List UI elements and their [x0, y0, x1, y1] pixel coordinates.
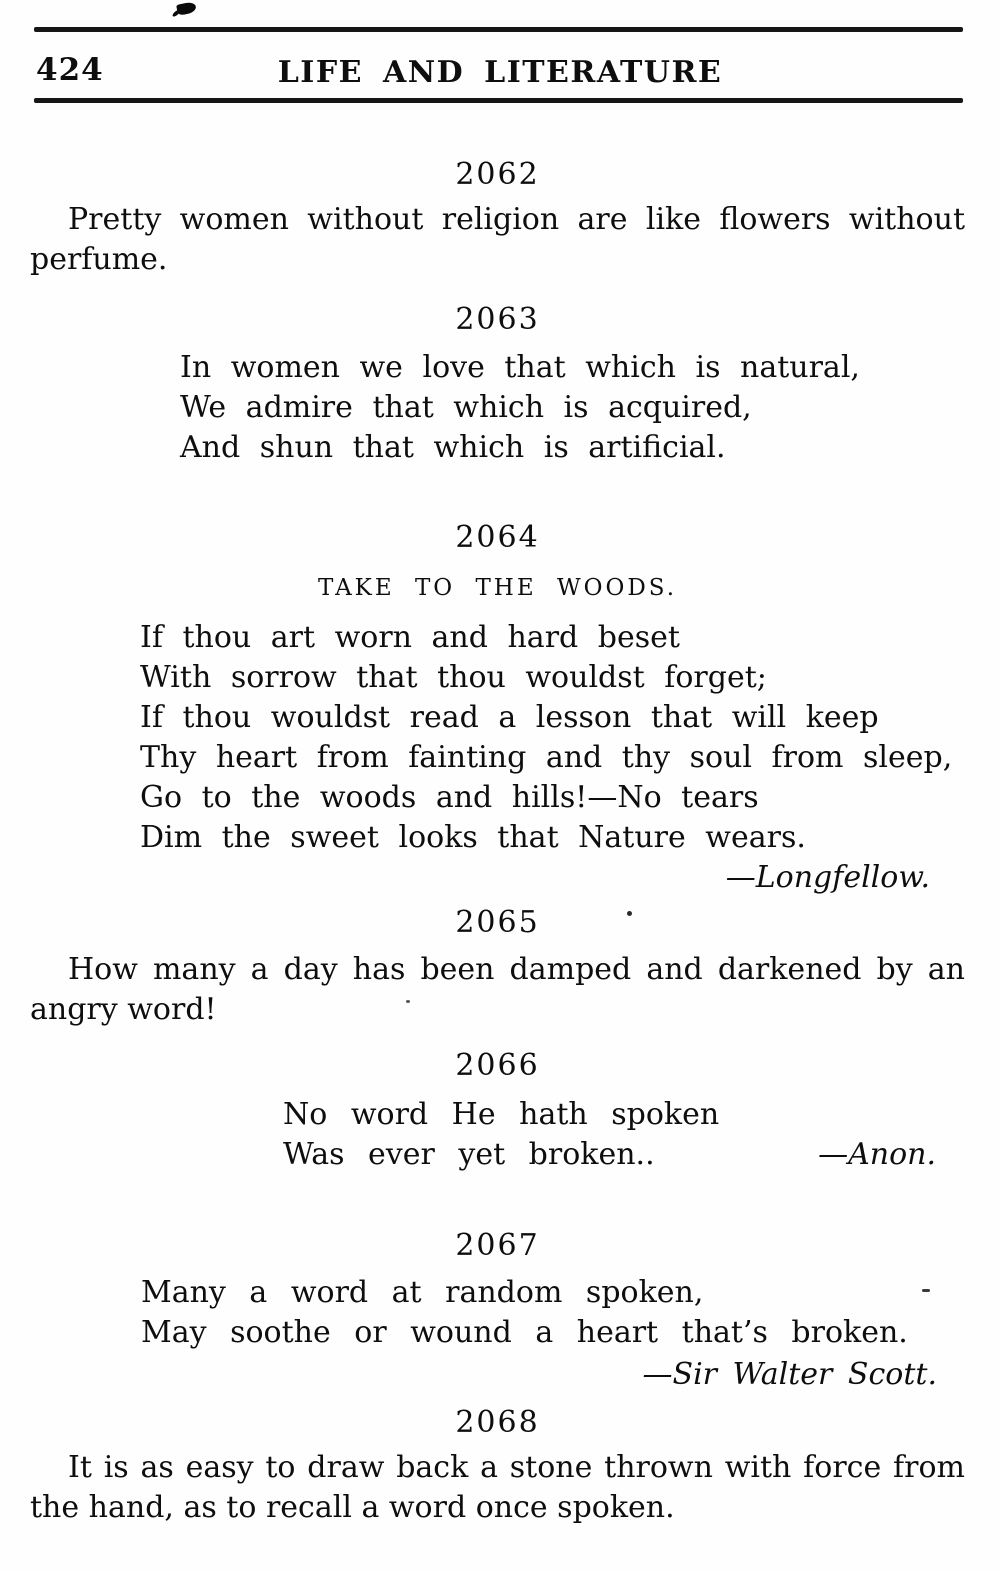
quote-line: It is as easy to draw back a stone thrown with force from	[68, 1450, 965, 1485]
verse-line: Many a word at random spoken,	[141, 1275, 704, 1310]
verse-line: In women we love that which is natural,	[180, 350, 860, 385]
verse-line: We admire that which is acquired,	[180, 390, 752, 425]
quote-2068-text	[30, 1448, 965, 1528]
quote-2066-verse	[283, 1095, 936, 1175]
quote-number-2066: 2066	[455, 1048, 540, 1083]
quote-line: the hand, as to recall a word once spoken.	[30, 1490, 675, 1525]
header-rule	[34, 98, 963, 103]
attribution-longfellow: —Longfellow.	[725, 860, 930, 895]
top-rule	[34, 27, 963, 32]
verse-line: And shun that which is artificial.	[180, 430, 726, 465]
verse-line: Go to the woods and hills!—No tears	[140, 780, 759, 815]
verse-line: Thy heart from fainting and thy soul from sleep,	[140, 740, 953, 775]
quote-number-2068: 2068	[455, 1405, 540, 1440]
running-title: LIFE AND LITERATURE	[277, 55, 723, 90]
attribution-anon: —Anon.	[818, 1137, 936, 1172]
verse-line: May soothe or wound a heart that’s broken.	[141, 1315, 908, 1350]
quote-number-2065: 2065	[455, 905, 540, 940]
quote-number-2063: 2063	[455, 302, 540, 337]
verse-line: With sorrow that thou wouldst forget;	[140, 660, 767, 695]
quote-2067-verse	[141, 1273, 937, 1353]
verse-line: Dim the sweet looks that Nature wears.	[140, 820, 806, 855]
verse-line: If thou wouldst read a lesson that will keep	[140, 700, 879, 735]
quote-line: Pretty women without religion are like flowers without	[68, 202, 965, 237]
quote-2063-verse	[180, 348, 960, 468]
attribution-scott: —Sir Walter Scott.	[642, 1357, 937, 1392]
quote-2065-text	[30, 950, 965, 1030]
ink-smudge-mark	[176, 1, 197, 16]
page-number: 424	[36, 52, 104, 88]
quote-number-2067: 2067	[455, 1228, 540, 1263]
verse-line: No word He hath spoken	[283, 1097, 720, 1132]
quote-line: angry word!	[30, 992, 217, 1027]
quote-2064-title: TAKE TO THE WOODS.	[317, 575, 678, 601]
quote-2062-text	[30, 200, 965, 280]
verse-line-text: Was ever yet broken..	[283, 1137, 655, 1172]
quote-number-2064: 2064	[455, 520, 540, 555]
verse-line	[283, 1135, 936, 1175]
quote-line: perfume.	[30, 242, 168, 277]
quote-2064-verse	[140, 618, 965, 858]
quote-number-2062: 2062	[455, 157, 540, 192]
quote-line: How many a day has been damped and darkened by an	[68, 952, 965, 987]
verse-line: If thou art worn and hard beset	[140, 620, 680, 655]
